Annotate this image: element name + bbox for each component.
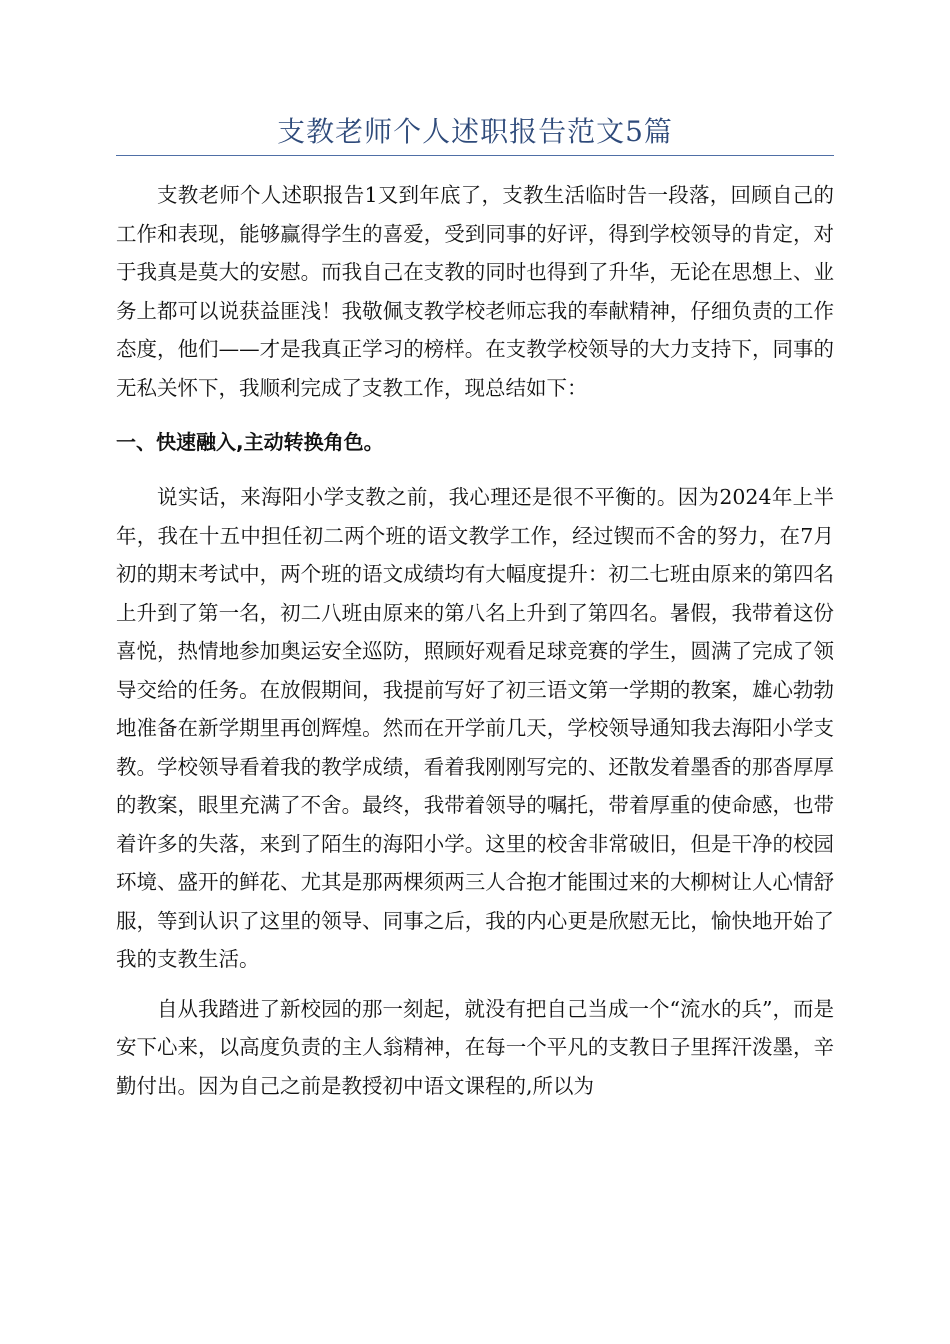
document-title: 支教老师个人述职报告范文5篇	[277, 115, 673, 148]
title-underline	[116, 155, 834, 156]
section-heading-1: 一、快速融入,主动转换角色。	[116, 430, 384, 454]
paragraph-intro: 支教老师个人述职报告1又到年底了，支教生活临时告一段落，回顾自己的工作和表现，能够赢得学生的喜爱，受到同事的好评，得到学校领导的肯定，对于我真是莫大的安慰。而我自己在支教的同时也得到了升华，无论在思想上、业务上都可以说获益匪浅！我敬佩支教学校老师忘我的奉献精神，仔细负责的工作态度，他们——才是我真正学习的榜样。在支教学校领导的大力支持下，同事的无私关怀下，我顺利完成了支教工作，现总结如下：	[116, 183, 834, 400]
paragraph-section1-continued: 自从我踏进了新校园的那一刻起，就没有把自己当成一个“流水的兵”，而是安下心来，以高度负责的主人翁精神，在每一个平凡的支教日子里挥汗泼墨，辛勤付出。因为自己之前是教授初中语文课程的,所以为	[116, 996, 834, 1098]
paragraph-section1-body: 说实话，来海阳小学支教之前，我心理还是很不平衡的。因为2024年上半年，我在十五中担任初二两个班的语文教学工作，经过锲而不舍的努力，在7月初的期末考试中，两个班的语文成绩均有大幅度提升：初二七班由原来的第四名上升到了第一名，初二八班由原来的第八名上升到了第四名。暑假，我带着这份喜悦，热情地参加奥运安全巡防，照顾好观看足球竞赛的学生，圆满了完成了领导交给的任务。在放假期间，我提前写好了初三语文第一学期的教案，雄心勃勃地准备在新学期里再创辉煌。然而在开学前几天，学校领导通知我去海阳小学支教。学校领导看着我的教学成绩，看着我刚刚写完的、还散发着墨香的那沓厚厚的教案，眼里充满了不舍。最终，我带着领导的嘱托，带着厚重的使命感，也带着许多的失落，来到了陌生的海阳小学。这里的校舍非常破旧，但是干净的校园环境、盛开的鲜花、尤其是那两棵须两三人合抱才能围过来的大柳树让人心情舒服，等到认识了这里的领导、同事之后，我的内心更是欣慰无比，愉快地开始了我的支教生活。	[116, 485, 834, 971]
document-body	[116, 176, 834, 1105]
